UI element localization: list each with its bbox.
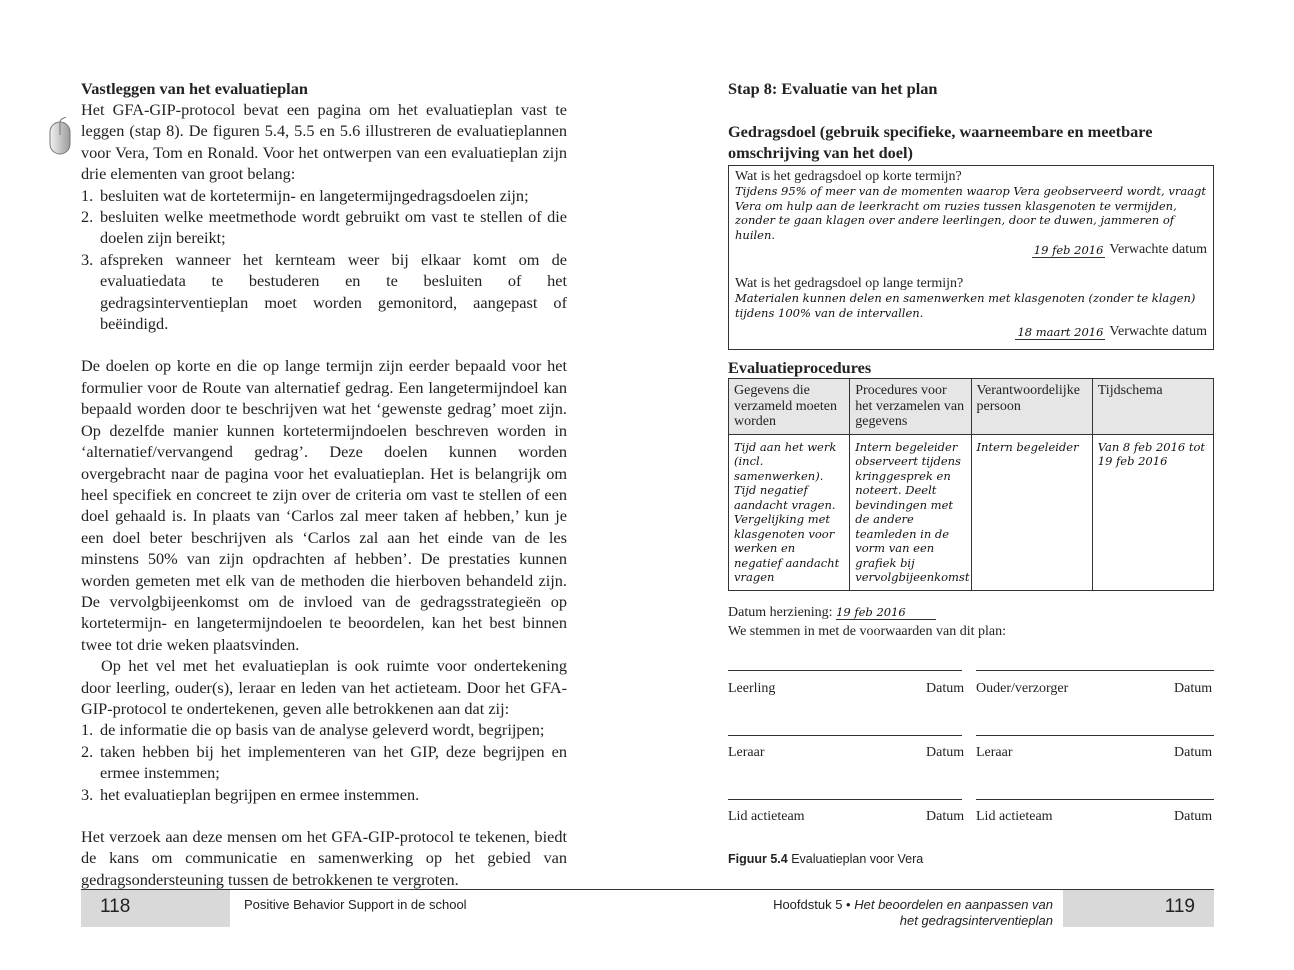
procedures-table — [728, 378, 1214, 591]
table-row — [729, 434, 1214, 590]
left-footer-title: Positive Behavior Support in de school — [244, 897, 467, 912]
procedures-heading: Evaluatieprocedures — [728, 358, 872, 377]
left-page-number-bar — [81, 890, 230, 927]
table-cell: Van 8 feb 2016 tot 19 feb 2016 — [1092, 434, 1213, 590]
datum-label: Datum — [926, 681, 965, 696]
list-item: 2. taken hebben bij het implementeren van het GIP, deze begrijpen en ermee instemmen; — [81, 741, 567, 783]
goal-box — [728, 165, 1214, 350]
datum-label: Datum — [926, 809, 965, 824]
signature-line — [728, 735, 962, 736]
expected-date-value: 19 feb 2016 — [1033, 242, 1104, 257]
long-term-question: Wat is het gedragsdoel op lange termijn? — [735, 276, 964, 291]
footer-title-line1: Het beoordelen en aanpassen van — [854, 897, 1053, 912]
page-number: 118 — [100, 896, 131, 917]
left-page — [81, 78, 567, 890]
list-item: 1. de informatie die op basis van de analyse geleverd wordt, begrijpen; — [81, 720, 545, 740]
signature-label: Leraar — [728, 745, 765, 760]
signature-label: Leerling — [728, 681, 776, 696]
signature-label: Ouder/verzorger — [976, 681, 1069, 696]
revision-date — [728, 605, 1214, 621]
datum-label: Datum — [1174, 681, 1213, 696]
agreement-list — [81, 719, 567, 805]
mouse-icon — [48, 117, 72, 155]
expected-date-label: Verwachte datum — [1109, 324, 1207, 339]
table-header-row — [729, 379, 1214, 435]
list-item: 1. besluiten wat de kortetermijn- en langetermijngedragsdoelen zijn; — [81, 185, 529, 205]
revision-date-value: 19 feb 2016 — [836, 605, 936, 621]
long-term-answer: Materialen kunnen delen en samenwerken met klasgenoten (zonder te klagen) tijdens 100% van de intervallen. — [735, 291, 1196, 320]
revision-label: Datum herziening: — [728, 604, 833, 620]
figure-caption-text: Evaluatieplan voor Vera — [791, 852, 924, 866]
datum-label: Datum — [1174, 745, 1213, 760]
step-heading: Stap 8: Evaluatie van het plan — [728, 79, 938, 98]
list-item: 3. afspreken wanneer het kernteam weer bij elkaar komt om de evaluatiedata te bestuderen en te besluiten of het gedragsinterventieplan moet worden gemonitord, aangepast of beëindigd. — [81, 249, 567, 334]
right-page — [728, 78, 1214, 640]
signature-line — [976, 799, 1214, 800]
datum-label: Datum — [926, 745, 965, 760]
table-cell: Tijd aan het werk (incl. samenwerken). Tijd negatief aandacht vragen. Vergelijking met klasgenoten voor werken en negatief aandacht vragen — [729, 434, 850, 590]
signature-line — [976, 735, 1214, 736]
signature-label: Leraar — [976, 745, 1013, 760]
expected-date-value: 18 maart 2016 — [1017, 324, 1104, 339]
list-item: 3. het evaluatieplan begrijpen en ermee instemmen. — [81, 784, 420, 804]
closing-paragraph: Het verzoek aan deze mensen om het GFA-GIP-protocol te tekenen, biedt de kans om communicatie en samenwerking op het gebied van gedragsondersteuning tussen de betrokkenen te vergroten. — [81, 827, 567, 889]
table-header: Verantwoordelijke persoon — [971, 379, 1092, 435]
table-cell: Intern begeleider observeert tijdens kringgesprek en noteert. Deelt bevindingen met de andere teamleden in de vorm van een grafiek bij vervolgbijeenkomst — [850, 434, 971, 590]
table-header: Procedures voor het verzamelen van gegevens — [850, 379, 971, 435]
signature-row — [728, 745, 1214, 765]
figure-label: Figuur 5.4 — [728, 852, 788, 866]
signature-line — [728, 670, 962, 671]
short-term-expected — [735, 242, 1207, 258]
expected-date-label: Verwachte datum — [1109, 242, 1207, 257]
signature-label: Lid actieteam — [728, 809, 805, 824]
page-number: 119 — [1164, 896, 1195, 917]
footer-chapter: Hoofdstuk 5 • — [773, 897, 851, 912]
list-item: 2. besluiten welke meetmethode wordt gebruikt om vast te stellen of die doelen zijn bereikt; — [81, 207, 567, 248]
signature-line — [728, 799, 962, 800]
long-term-expected — [735, 324, 1207, 340]
figure-caption — [728, 852, 923, 866]
signature-label: Lid actieteam — [976, 809, 1053, 824]
signature-line — [976, 670, 1214, 671]
goal-heading: Gedragsdoel (gebruik specifieke, waarneembare en meetbare omschrijving van het doel) — [728, 122, 1153, 162]
table-header: Tijdschema — [1092, 379, 1213, 435]
section-heading: Vastleggen van het evaluatieplan — [81, 79, 308, 98]
elements-list — [81, 185, 567, 335]
signature-row — [728, 681, 1214, 701]
agreement-text: We stemmen in met de voorwaarden van dit plan: — [728, 623, 1007, 639]
right-page-number-bar — [1063, 890, 1214, 927]
short-term-answer: Tijdens 95% of meer van de momenten waarop Vera geobserveerd wordt, vraagt Vera om hulp aan de leerkracht om ruzies tussen klasgenoten te vermijden, zonder te gaan klagen over andere leerlingen, door te duwen, jammeren of huilen. — [735, 184, 1207, 242]
intro-paragraph: Het GFA-GIP-protocol bevat een pagina om het evaluatieplan vast te leggen (stap 8). De figuren 5.4, 5.5 en 5.6 illustreren de evaluatieplannen voor Vera, Tom en Ronald. Voor het ontwerpen van een evaluatieplan zijn drie elementen van groot belang: — [81, 100, 567, 184]
short-term-question: Wat is het gedragsdoel op korte termijn? — [735, 169, 962, 184]
right-footer-title — [700, 897, 1053, 928]
signing-paragraph: Op het vel met het evaluatieplan is ook ruimte voor ondertekening door leerling, ouder(s), leraar en leden van het actieteam. Door het GFA-GIP-protocol te ondertekenen, geven alle betrokkenen aan dat zij: — [81, 656, 567, 718]
footer-title-line2: het gedragsinterventieplan — [899, 912, 1053, 928]
goals-paragraph: De doelen op korte en die op lange termijn zijn eerder bepaald voor het formulier voor de Route van alternatief gedrag. Een langetermijndoel kan bepaald worden door te beschrijven wat het ‘gewenste gedrag’ moet zijn. Op dezelfde manier kunnen kortetermijndoelen beschreven worden in ‘alternatief/vervangend gedrag’. Deze doelen kunnen worden overgebracht naar de pagina voor het evaluatieplan. Het is belangrijk om heel specifiek en concreet te zijn over de criteria om vast te stellen of een doel gehaald is. In plaats van ‘Carlos zal meer taken af hebben,’ kun je een doel beter beschrijven als ‘Carlos zal aan het einde van de les minstens 50% van zijn opdrachten af hebben’. De prestaties kunnen worden gemeten met elk van de methoden die hierboven behandeld zijn. De vervolgbijeenkomst om de invloed van de gedragsstrategieën op kortetermijn- en langetermijndoelen te beoordelen, kan het best binnen twee tot drie weken plaatsvinden. — [81, 356, 567, 654]
datum-label: Datum — [1174, 809, 1213, 824]
table-header: Gegevens die verzameld moeten worden — [729, 379, 850, 435]
table-cell: Intern begeleider — [971, 434, 1092, 590]
signature-row — [728, 809, 1214, 829]
footer-rule — [81, 889, 1214, 890]
